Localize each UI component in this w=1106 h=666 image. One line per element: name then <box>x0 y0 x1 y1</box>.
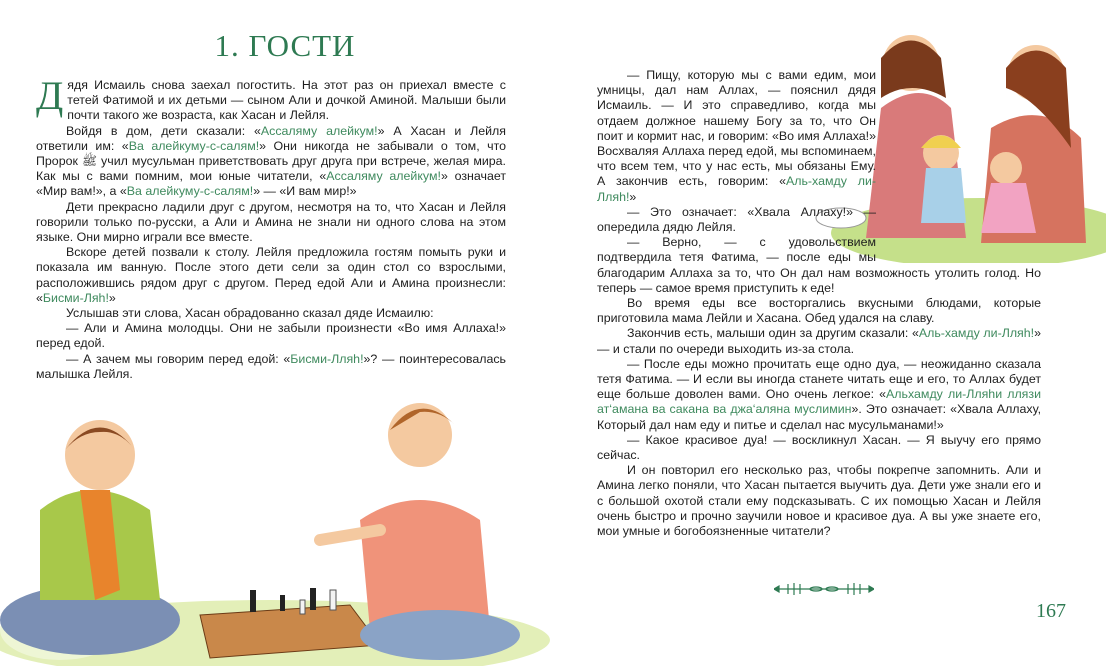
text-segment: »? — поинтересовалась малышка Лейля. <box>36 351 506 381</box>
drop-cap: Д <box>36 73 64 118</box>
text-segment: Дети прекрасно ладили друг с другом, несмотря на то, что Хасан и Лейля говорили только по-русски, а Али и Амина не знали ни одного слова на этом языке. Они мирно играли все вместе. <box>36 199 506 245</box>
text-segment: ». Это означает: «Хвала Аллаху, Который дал нам еду и питье и сделал нас мусульманами!» <box>597 402 1042 432</box>
paragraph <box>36 352 506 382</box>
text-segment: Закончив есть, малыши один за другим сказали: « <box>627 326 919 341</box>
text-segment: Во время еды все восторгались вкусными блюдами, которые приготовила мама Лейли и Хасана. Обед удался на славу. <box>597 296 1041 326</box>
arabic-phrase: Аль-хамду ли-Лляһ! <box>918 326 1035 341</box>
arabic-phrase: Бисми-Лляһ! <box>290 351 364 366</box>
text-segment: Услышав эти слова, Хасан обрадованно сказал дяде Исмаилю: <box>66 306 434 321</box>
text-segment: Вскоре детей позвали к столу. Лейля предложила гостям помыть руки и показала им ванную. После этого дети сели за один стол со взрослыми, расположившись рядом друг с другом. Перед едой Али и Амина произнесли: « <box>36 245 506 305</box>
paragraph <box>597 463 1041 539</box>
paragraph <box>36 321 506 351</box>
paragraph <box>597 433 1041 463</box>
arabic-phrase: Ассаляму алейкум! <box>260 123 378 138</box>
left-text-body <box>36 73 507 382</box>
page-number: 167 <box>1036 600 1066 622</box>
text-segment: И он повторил его несколько раз, чтобы покрепче запомнить. Али и Амина легко поняли, что Хасан пытается выучить дуа. Дети уже знали его и с большой охотой стали ему подсказывать. С их помощью Хасан и Лейля очень быстро и прочно заучили новое и красивое дуа. А вы уже знаете его, мои умные и богобоязненные читатели? <box>597 463 1041 539</box>
left-page <box>0 0 550 666</box>
text-segment: » — и стали по очереди выходить из-за стола. <box>597 326 1042 356</box>
text-segment: » означает «Мир вам!», а « <box>36 169 507 199</box>
text-segment: — Пищу, которую мы с вами едим, мои умницы, дал нам Аллах, — пояснил дядя Исмаиль. — И это справедливо, когда мы отдаем должное нашему Богу за то, что Он поит и кормит нас, и говорим: «Во имя Аллаха!» Восхваляя Аллаха перед едой, мы вспоминаем, что всем тем, что у нас есть, мы обязаны Ему. А закончив есть, говорим: « <box>597 68 876 189</box>
text-segment: » — «И вам мир!» <box>253 184 357 199</box>
chess-illustration <box>0 390 550 666</box>
chapter-title: 1. ГОСТИ <box>214 28 356 63</box>
paragraph <box>597 326 1041 356</box>
text-segment: ядя Исмаиль снова заехал погостить. На этот раз он приехал вместе с тетей Фатимой и их детьми — сыном Али и дочкой Аминой. Малыши были почти такого же возраста, как Хасан и Лейля. <box>67 78 506 123</box>
right-page <box>556 0 1106 666</box>
text-segment: — А зачем мы говорим перед едой: « <box>66 351 291 366</box>
text-segment: Войдя в дом, дети сказали: « <box>66 123 261 138</box>
text-segment: » <box>108 290 116 305</box>
arabic-phrase: Ва алейкуму-с-салям! <box>126 184 254 199</box>
text-segment: » <box>629 189 637 204</box>
text-segment: » Они никогда не забывали о том, что Пророк ﷺ учил мусульман приветствовать друг друга при встрече, желая мира. Как мы с вами помним, мои юные читатели, « <box>36 138 506 184</box>
paragraph <box>36 200 506 246</box>
arabic-phrase: Аль-хамду ли-Лляһ! <box>597 174 876 204</box>
right-text-body <box>597 68 1041 539</box>
arabic-phrase: Бисми-Ляһ! <box>42 290 109 305</box>
paragraph <box>597 357 1041 433</box>
text-segment: — Али и Амина молодцы. Они не забыли произнести «Во имя Аллаха!» перед едой. <box>36 321 506 351</box>
arabic-phrase: Ассаляму алейкум! <box>326 169 441 184</box>
paragraph <box>597 296 1041 326</box>
text-segment: — Какое красивое дуа! — воскликнул Хасан. — Я выучу его прямо сейчас. <box>597 432 1041 463</box>
text-segment: — После еды можно прочитать еще одно дуа, — неожиданно сказала тетя Фатима. — И если вы иногда станете читать еще и его, то Аллах будет еще больше доволен вами. Оно очень легкое: « <box>597 356 1041 402</box>
text-segment: » А Хасан и Лейля ответили им: « <box>36 123 506 153</box>
text-segment: — Это означает: «Хвала Аллаху!» — опередила дядю Лейля. <box>597 204 876 235</box>
arabic-phrase: Ва алейкуму-с-салям! <box>128 138 260 153</box>
arabic-phrase: Альхамду ли-Лляһи ллязи ат‘амана ва сакана ва джа‘аляна муслимин <box>597 387 1041 417</box>
ornament-divider-icon <box>774 582 874 596</box>
paragraph <box>36 245 506 306</box>
paragraph <box>36 306 506 321</box>
text-segment: — Верно, — с удовольствием подтвердила тетя Фатима, — после еды мы благодарим Аллаха за то, что Он дал нам возможность утолить голод. Но теперь — самое время приступить к еде! <box>597 235 1041 295</box>
paragraph <box>36 124 506 200</box>
paragraph <box>36 73 506 124</box>
